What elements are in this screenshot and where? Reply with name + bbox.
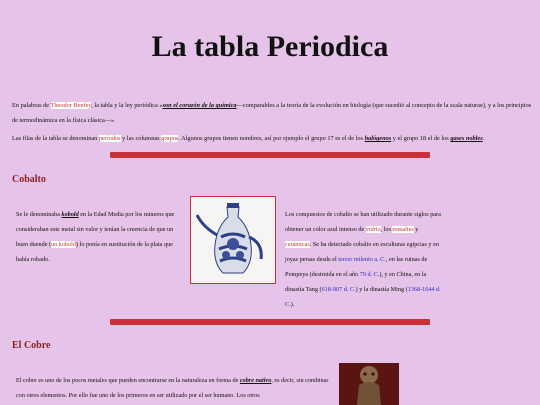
link-79-dc[interactable]: 79 d. C. [359,271,380,278]
link-theodor-benfey[interactable]: Theodor Benfey [50,102,92,109]
emphasis-cobre-nativo: cobre nativo [239,377,272,384]
section-divider [110,152,430,158]
link-ming[interactable]: 1368-1644 d. C. [285,286,441,308]
link-un-kobold[interactable]: un kobold [51,241,76,248]
section-heading-cobalto: Cobalto [12,174,46,185]
section-heading-cobre: El Cobre [12,340,51,351]
cobalt-vase-image [190,196,276,284]
cobre-text: El cobre es uno de los pocos metales que pueden encontrarse en la naturaleza en forma de cobre nativo, es decir, sin combinar con otros elementos. Por ello fue uno de los primeros en ser utilizado por el ser humano. Los otros [16,377,329,399]
intro-paragraph-2: Las filas de la tabla se denominan períodos y las columnas grupos. Algunos grupos tienen nombres, así por ejemplo el grupo 17 es el de los halógenos y el grupo 18 el de los gases nobles. [12,135,485,142]
link-tang[interactable]: 618-907 d. C. [321,286,356,293]
link-tercer-milenio[interactable]: tercer milenio a. C. [338,256,386,263]
emphasis-kobold: kobold [61,211,79,218]
cobalt-vase-icon [191,197,275,283]
section-divider-2 [110,319,430,325]
page-title: La tabla Periodica [151,30,389,63]
copper-statue-icon [339,363,399,405]
link-ceramicas[interactable]: cerámicas [285,241,310,248]
copper-statue-image [339,363,399,405]
link-vidrio[interactable]: vidrio [365,226,381,233]
emphasis-corazon: son el corazón de la química [162,102,237,109]
intro-paragraph-1: En palabras de Theodor Benfey, la tabla y la ley periódica «son el corazón de la química—comparables a la teoría de la evolución en biología (que sucedió al concepto de la scala naturae), y a los principios de termodinámica en la física clásica—» [12,102,532,124]
cobalto-left-text: Se le denominaba kobold en la Edad Media por los mineros que consideraban este metal sin valor y tenían la creencia de que un buen duende (un kobold) lo ponía en sustitución de la plata que había robado. [16,211,175,263]
link-periodos[interactable]: períodos [98,135,121,142]
cobalto-right-text: Los compuestos de cobalto se han utilizado durante siglos para obtener un color azul intenso de vidrio, los esmaltes y cerámicas. Se ha detectado cobalto en esculturas egipcias y en joyas persas desde el tercer milenio a. C., en las ruinas de Pompeya (destruida en el año 79 d. C.), y en China, en la dinastía Tang (618-907 d. C.) y la dinastía Ming (1368-1644 d. C.). [285,211,441,308]
link-esmaltes[interactable]: esmaltes [392,226,414,233]
emphasis-gases-nobles: gases nobles [450,135,483,142]
emphasis-halogenos: halógenos [364,135,392,142]
link-grupos[interactable]: grupos [161,135,179,142]
